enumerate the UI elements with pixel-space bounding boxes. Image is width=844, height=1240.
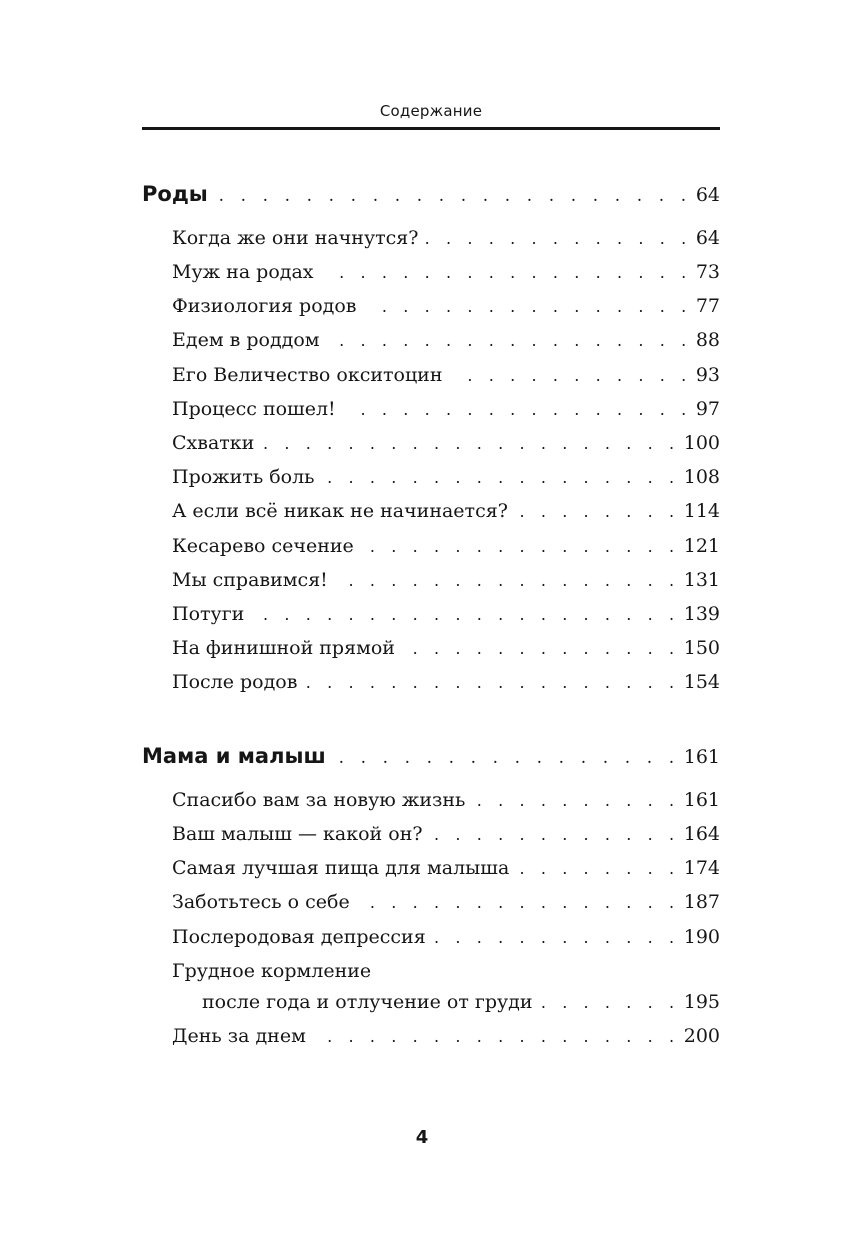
dot-leader	[365, 293, 692, 321]
toc-entry[interactable]	[172, 395, 720, 424]
toc-entry[interactable]	[172, 820, 720, 849]
entry-page-number: 114	[683, 500, 720, 522]
entry-title: Процесс пошел!	[172, 398, 336, 420]
entry-page-number: 121	[683, 535, 720, 557]
entry-page-number: 154	[683, 671, 720, 693]
entry-title: Послеродовая депрессия	[172, 926, 426, 948]
entry-title[interactable]: Грудное кормление	[172, 960, 372, 982]
dot-leader	[517, 855, 679, 883]
entry-page-number: 164	[683, 823, 720, 845]
section-title: Мама и малыш	[142, 744, 326, 768]
toc-entry[interactable]	[172, 786, 720, 815]
toc-entry[interactable]	[172, 292, 720, 321]
toc-entry[interactable]	[172, 923, 720, 952]
toc-entry[interactable]	[172, 497, 720, 526]
dot-leader	[403, 635, 680, 663]
toc-entry[interactable]	[172, 1022, 720, 1051]
entry-page-number: 174	[683, 857, 720, 879]
entry-title: Прожить боль	[172, 466, 315, 488]
toc-entry[interactable]	[172, 429, 720, 458]
dot-leader	[344, 396, 692, 424]
dot-leader	[314, 1023, 680, 1051]
entry-title: Кесарево сечение	[172, 535, 354, 557]
entry-page-number: 139	[683, 603, 720, 625]
entry-page-number: 93	[695, 364, 720, 386]
toc-entry[interactable]	[202, 988, 720, 1017]
dot-leader	[336, 567, 680, 595]
entry-title: Муж на родах	[172, 261, 314, 283]
dot-leader	[262, 430, 679, 458]
toc-entry[interactable]	[172, 634, 720, 663]
dot-leader	[358, 889, 680, 917]
entry-title-continuation: после года и отлучение от груди	[202, 991, 533, 1013]
entry-page-number: 190	[683, 926, 720, 948]
toc-entry[interactable]	[172, 326, 720, 355]
toc-entry[interactable]	[172, 600, 720, 629]
toc-section-heading[interactable]	[142, 741, 720, 773]
toc-entry[interactable]	[172, 224, 720, 253]
entry-page-number: 131	[683, 569, 720, 591]
entry-page-number: 64	[695, 227, 720, 249]
entry-title: Мы справимся!	[172, 569, 328, 591]
dot-leader	[323, 464, 680, 492]
toc-entry[interactable]	[172, 668, 720, 697]
entry-page-number: 195	[683, 991, 720, 1013]
entry-page-number: 187	[683, 891, 720, 913]
entry-title: После родов	[172, 671, 298, 693]
entry-title: Самая лучшая пища для малыша	[172, 857, 510, 879]
dot-leader	[216, 181, 692, 211]
dot-leader	[541, 989, 680, 1017]
dot-leader	[322, 259, 692, 287]
entry-page-number: 200	[683, 1025, 720, 1047]
section-page-number: 64	[695, 184, 720, 206]
dot-leader	[473, 787, 679, 815]
toc-entry[interactable]	[172, 888, 720, 917]
entry-title: День за днем	[172, 1025, 306, 1047]
toc-section-heading[interactable]	[142, 179, 720, 211]
entry-title: На финишной прямой	[172, 637, 395, 659]
dot-leader	[451, 362, 692, 390]
dot-leader	[431, 821, 680, 849]
entry-title: Его Величество окситоцин	[172, 364, 443, 386]
entry-title: Потуги	[172, 603, 245, 625]
section-page-number: 161	[683, 746, 720, 768]
page-number: 4	[415, 1127, 429, 1148]
entry-title: Спасибо вам за новую жизнь	[172, 789, 466, 811]
entry-page-number: 100	[683, 432, 720, 454]
running-head: Содержание	[379, 102, 483, 120]
dot-leader	[305, 669, 679, 697]
toc-entry[interactable]	[172, 258, 720, 287]
entry-page-number: 161	[683, 789, 720, 811]
entry-title: Физиология родов	[172, 295, 357, 317]
entry-page-number: 150	[683, 637, 720, 659]
dot-leader	[426, 225, 691, 253]
entry-title: Схватки	[172, 432, 255, 454]
entry-title: Когда же они начнутся?	[172, 227, 419, 249]
entry-page-number: 97	[695, 398, 720, 420]
section-title: Роды	[142, 182, 208, 206]
dot-leader	[516, 498, 680, 526]
dot-leader	[328, 327, 692, 355]
toc-entry[interactable]	[172, 566, 720, 595]
toc-entry[interactable]	[172, 532, 720, 561]
dot-leader	[334, 743, 680, 773]
entry-page-number: 73	[695, 261, 720, 283]
entry-title: Едем в роддом	[172, 329, 320, 351]
entry-page-number: 77	[695, 295, 720, 317]
toc-entry[interactable]	[172, 463, 720, 492]
entry-title: Ваш малыш — какой он?	[172, 823, 423, 845]
dot-leader	[252, 601, 679, 629]
dot-leader	[362, 533, 680, 561]
dot-leader	[434, 924, 680, 952]
toc-entry[interactable]	[172, 854, 720, 883]
entry-page-number: 88	[695, 329, 720, 351]
entry-title: Заботьтесь о себе	[172, 891, 350, 913]
entry-title: А если всё никак не начинается?	[172, 500, 508, 522]
toc-entry[interactable]	[172, 361, 720, 390]
entry-page-number: 108	[683, 466, 720, 488]
